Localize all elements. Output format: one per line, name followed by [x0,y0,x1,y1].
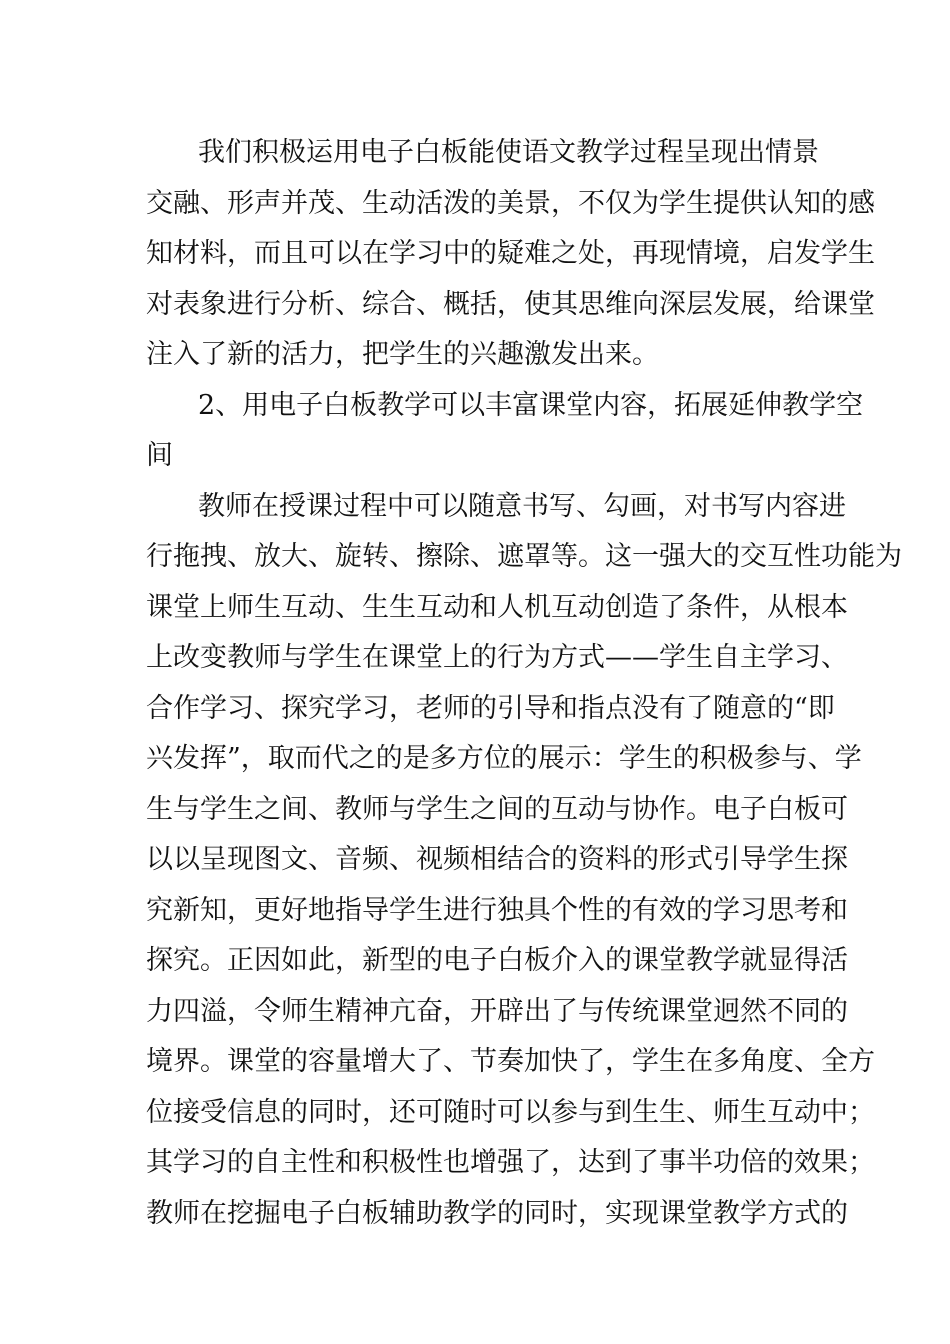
paragraph-2-line-12: 境界。课堂的容量增大了、节奏加快了，学生在多角度、全方 [146,1046,875,1077]
paragraph-2-line-3: 课堂上师生互动、生生互动和人机互动创造了条件，从根本 [146,591,848,623]
paragraph-1-line-4: 对表象进行分析、综合、概括，使其思维向深层发展，给课堂 [146,288,875,320]
paragraph-1-line-1: 我们积极运用电子白板能使语文教学过程呈现出情景 [198,137,819,168]
paragraph-1-line-2: 交融、形声并茂、生动活泼的美景，不仅为学生提供认知的感 [146,187,875,219]
paragraph-2-line-6: 兴发挥”，取而代之的是多方位的展示：学生的积极参与、学 [146,743,862,774]
paragraph-2-line-4: 上改变教师与学生在课堂上的行为方式——学生自主学习、 [146,642,848,673]
body-text [146,128,902,1239]
paragraph-2-line-15: 教师在挖掘电子白板辅助教学的同时，实现课堂教学方式的 [146,1197,848,1229]
paragraph-2-line-5: 合作学习、探究学习，老师的引导和指点没有了随意的“即 [146,692,835,724]
paragraph-2-line-2: 行拖拽、放大、旋转、擦除、遮罩等。这一强大的交互性功能为 [146,541,902,572]
section-heading-line-2: 间 [146,440,173,471]
paragraph-2-line-9: 究新知，更好地指导学生进行独具个性的有效的学习思考和 [146,894,848,926]
paragraph-2-line-10: 探究。正因如此，新型的电子白板介入的课堂教学就显得活 [146,945,848,976]
paragraph-2-line-11: 力四溢，令师生精神亢奋，开辟出了与传统课堂迥然不同的 [146,995,848,1027]
paragraph-2-line-1: 教师在授课过程中可以随意书写、勾画，对书写内容进 [198,490,846,522]
paragraph-2-line-8: 以以呈现图文、音频、视频相结合的资料的形式引导学生探 [146,844,848,875]
paragraph-1-line-3: 知材料，而且可以在学习中的疑难之处，再现情境，启发学生 [146,238,875,269]
paragraph-2-line-13: 位接受信息的同时，还可随时可以参与到生生、师生互动中； [146,1096,875,1128]
paragraph-2-line-7: 生与学生之间、教师与学生之间的互动与协作。电子白板可 [146,793,848,825]
paragraph-2-line-14: 其学习的自主性和积极性也增强了，达到了事半功倍的效果； [146,1147,875,1178]
paragraph-1-line-5: 注入了新的活力，把学生的兴趣激发出来。 [146,339,659,370]
section-heading-line-1: 2、用电子白板教学可以丰富课堂内容，拓展延伸教学空 [198,389,864,421]
